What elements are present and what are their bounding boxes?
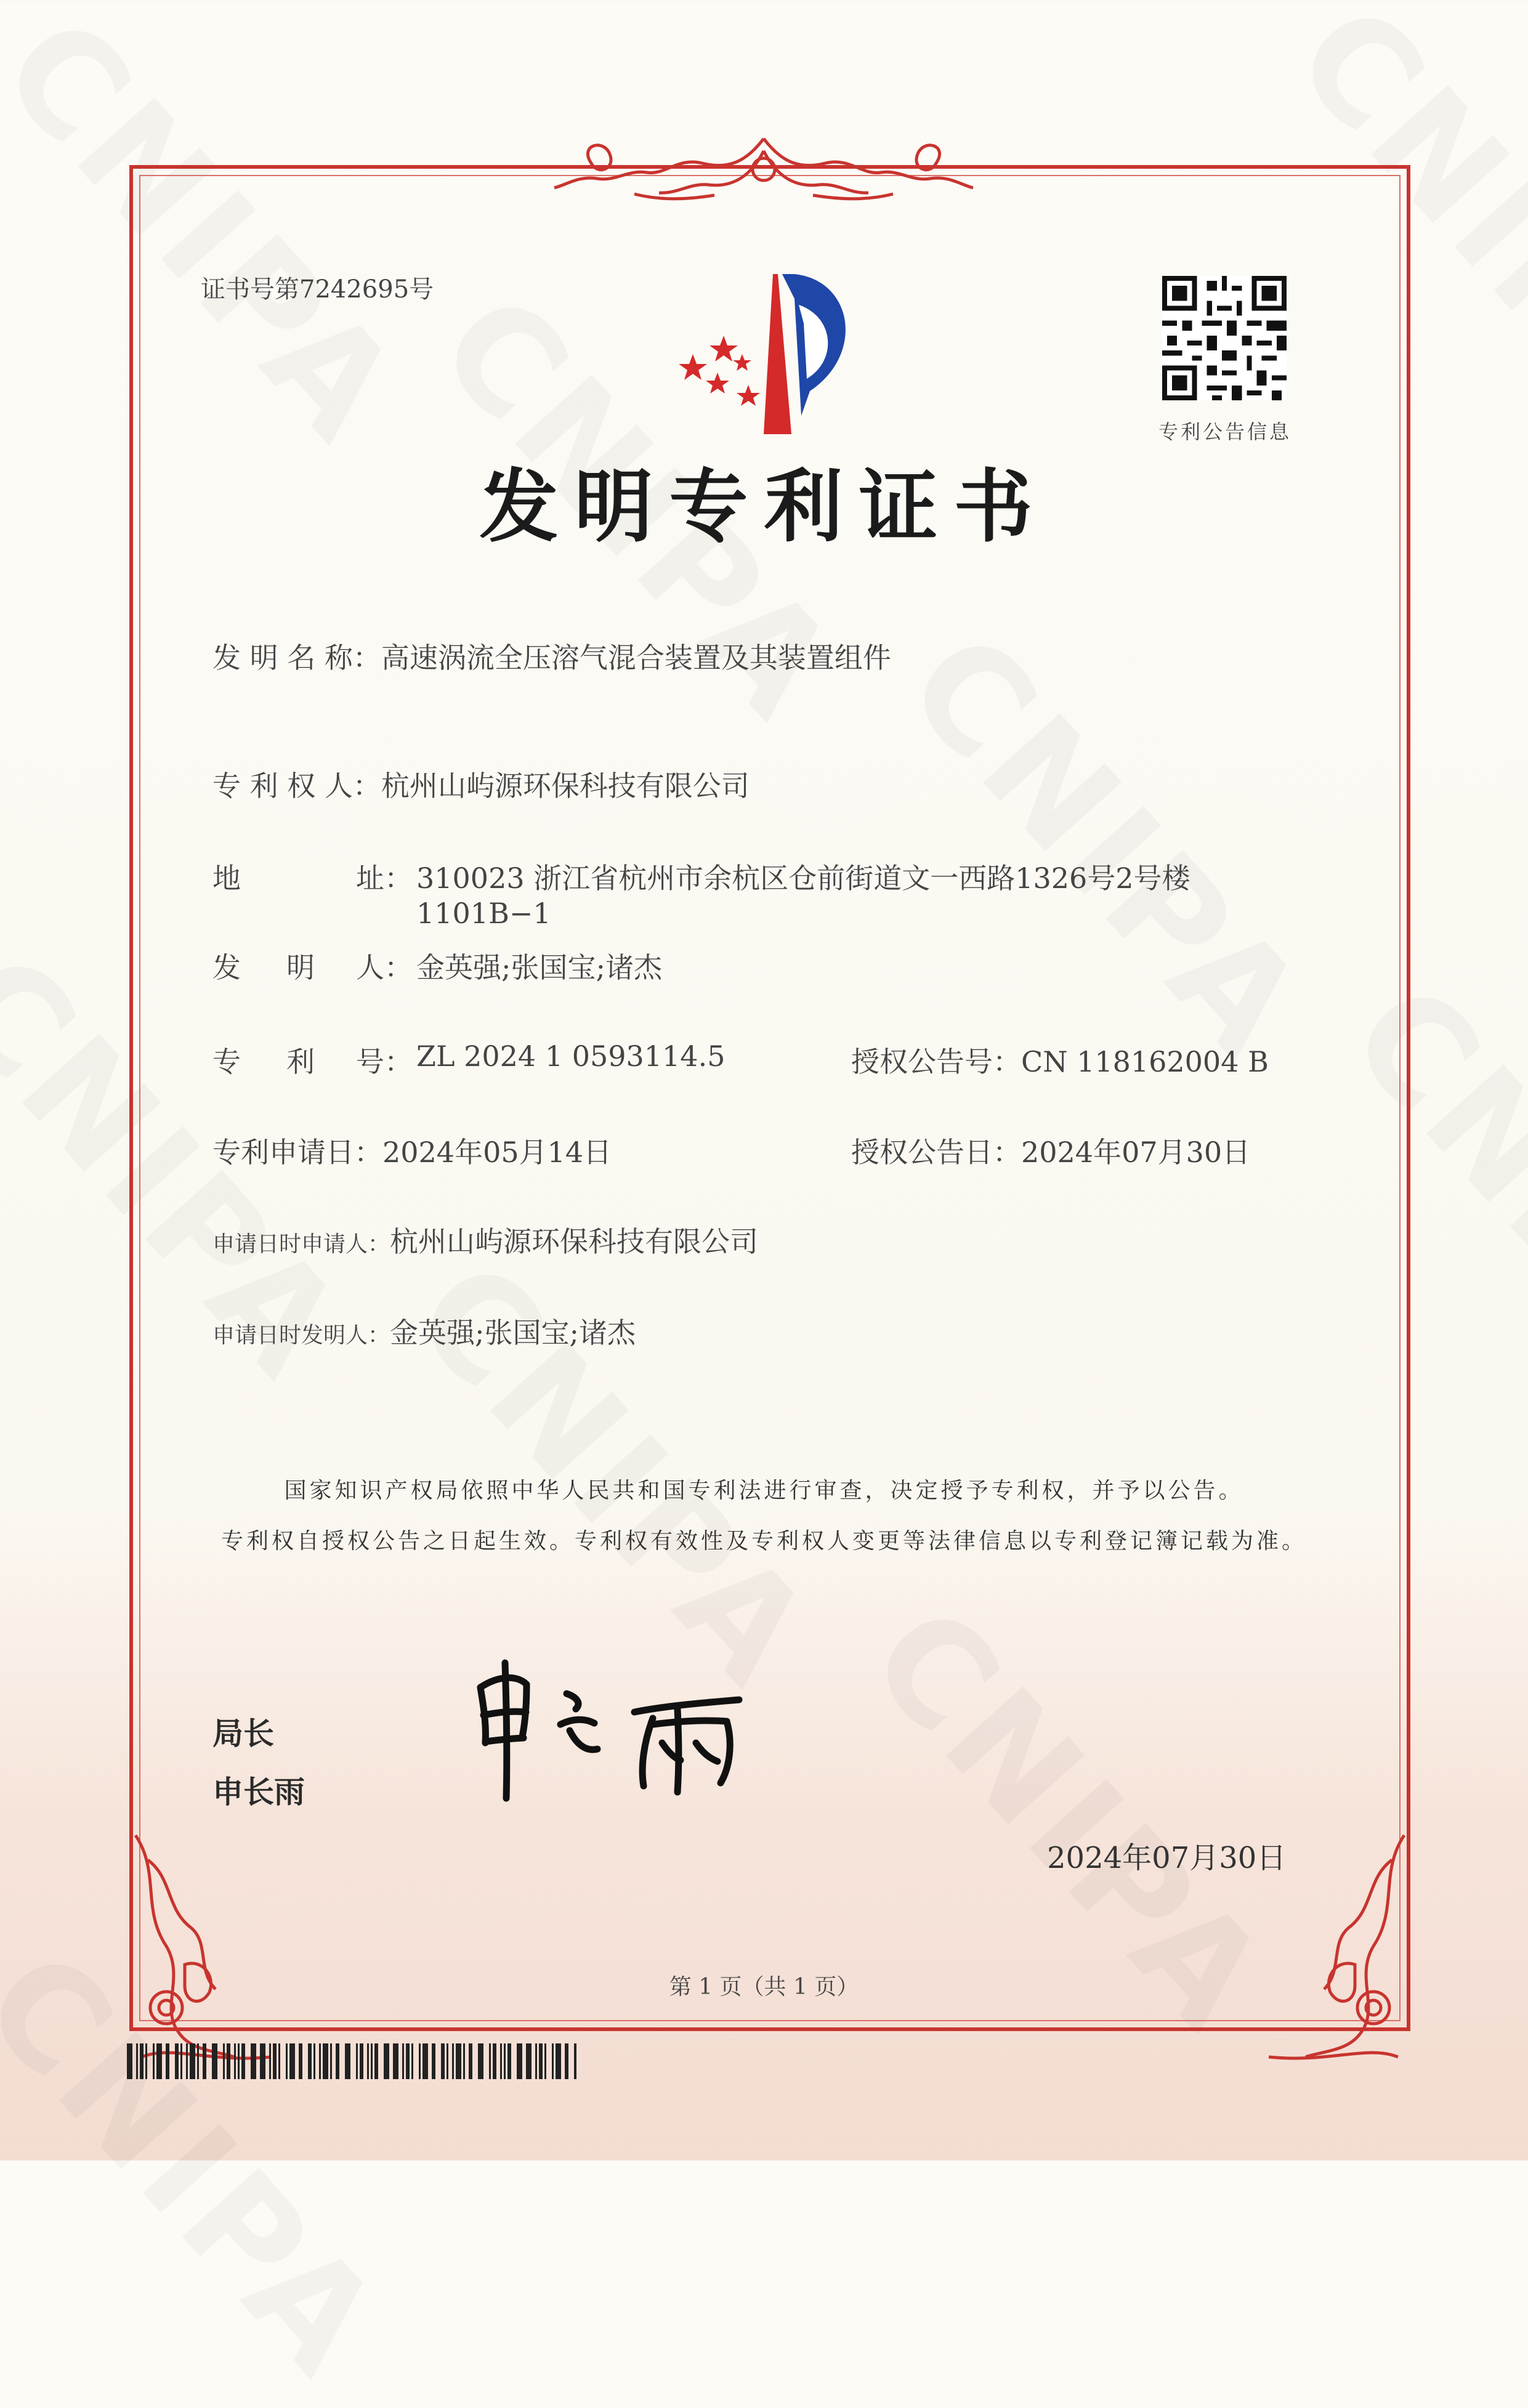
field-label: 专 利 权 人：: [212, 769, 381, 802]
field-patent-no-label-left: 专: [212, 1045, 241, 1078]
field-value: 高速涡流全压溶气混合装置及其装置组件: [381, 641, 891, 674]
field-value: CN 118162004 B: [1021, 1045, 1269, 1078]
field-value: 杭州山屿源环保科技有限公司: [381, 769, 750, 802]
field-label: 申请日时申请人：: [212, 1232, 390, 1257]
field-address-value-line1: 310023 浙江省杭州市余杭区仓前街道文一西路1326号2号楼: [416, 862, 1190, 895]
qr-code-icon[interactable]: [1162, 276, 1287, 400]
field-patent-no-value: ZL 2024 1 0593114.5: [416, 1040, 726, 1073]
field-inventor-label-right: 人：: [356, 951, 413, 984]
field-value: 2024年07月30日: [1021, 1136, 1251, 1169]
top-ornament-icon: [542, 126, 985, 206]
field-patent-no-label-mid: 利: [286, 1045, 315, 1078]
corner-ornament-icon: [123, 1823, 283, 2069]
field-address-label-right: 址：: [356, 862, 413, 895]
field-invention-name: [212, 636, 891, 676]
field-label: 发 明 名 称：: [212, 641, 381, 674]
certificate-number: 证书号第7242695号: [201, 275, 434, 304]
field-address-value-line2: 1101B−1: [416, 897, 551, 930]
field-label: 授权公告号：: [851, 1045, 1021, 1078]
signing-date: 2024年07月30日: [1047, 1841, 1287, 1875]
field-grant-pub-date: [851, 1130, 1250, 1171]
handwritten-signature: [468, 1650, 788, 1811]
field-grant-pub-no: [851, 1040, 1269, 1080]
field-address-label-left: 地: [212, 862, 241, 895]
field-value: 2024年05月14日: [382, 1136, 612, 1169]
field-label: 授权公告日：: [851, 1136, 1021, 1169]
field-inventor-at-filing: [212, 1311, 636, 1351]
field-patentee: [212, 764, 750, 804]
page-number: 第 1 页（共 1 页）: [669, 1974, 859, 2000]
field-filing-date: [212, 1130, 612, 1171]
field-value: 杭州山屿源环保科技有限公司: [390, 1225, 759, 1258]
field-inventor-label-mid: 明: [286, 951, 315, 984]
field-label: 专利申请日：: [212, 1136, 382, 1169]
page-title: 发明专利证书: [479, 461, 1049, 553]
qr-caption: 专利公告信息: [1158, 420, 1292, 443]
field-value: 金英强;张国宝;诸杰: [390, 1316, 636, 1349]
director-title: 局长: [212, 1716, 274, 1751]
director-name: 申长雨: [212, 1774, 305, 1810]
notice-line-1: 国家知识产权局依照中华人民共和国专利法进行审查，决定授予专利权，并予以公告。: [284, 1478, 1244, 1503]
field-inventor-value: 金英强;张国宝;诸杰: [416, 951, 662, 984]
cnipa-logo-icon: [656, 262, 884, 440]
field-applicant-at-filing: [212, 1219, 758, 1260]
barcode-icon: [127, 2043, 576, 2079]
notice-line-2: 专利权自授权公告之日起生效。专利权有效性及专利权人变更等法律信息以专利登记簿记载为准。: [220, 1529, 1307, 1554]
field-inventor-label-left: 发: [212, 951, 241, 984]
field-label: 申请日时发明人：: [212, 1323, 390, 1348]
field-patent-no-label-right: 号：: [356, 1045, 413, 1078]
